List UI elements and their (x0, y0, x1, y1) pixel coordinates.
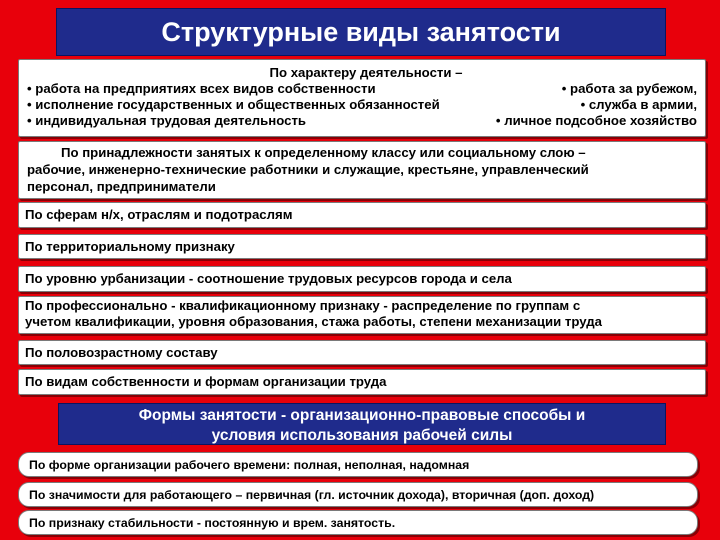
forms-banner-line: условия использования рабочей силы (211, 427, 513, 444)
activity-row (27, 97, 705, 113)
activity-row-left: • исполнение государственных и общественных обязанностей (27, 97, 440, 112)
activity-box (18, 59, 706, 137)
criterion-box: По половозрастному составу (18, 340, 706, 365)
activity-row (27, 113, 705, 129)
form-item: По признаку стабильности - постоянную и врем. занятость. (18, 510, 698, 535)
social-class-line: персонал, предприниматели (27, 179, 216, 194)
activity-row (27, 81, 705, 97)
forms-banner (58, 403, 666, 445)
criterion-box: По территориальному признаку (18, 234, 706, 259)
activity-row-right: • служба в армии, (580, 97, 697, 112)
criterion-box (18, 296, 706, 334)
activity-row-right: • работа за рубежом, (561, 81, 697, 96)
form-item: По значимости для работающего – первичная (гл. источник дохода), вторичная (доп. доход) (18, 482, 698, 507)
criterion-box: По уровню урбанизации - соотношение трудовых ресурсов города и села (18, 266, 706, 292)
activity-row-right: • личное подсобное хозяйство (495, 113, 697, 128)
form-item: По форме организации рабочего времени: полная, неполная, надомная (18, 452, 698, 477)
slide-title: Структурные виды занятости (56, 8, 666, 56)
activity-heading: По характеру деятельности – (269, 65, 463, 80)
forms-banner-line: Формы занятости - организационно-правовые способы и (138, 407, 586, 424)
activity-row-left: • индивидуальная трудовая деятельность (27, 113, 307, 128)
criterion-box: По видам собственности и формам организации труда (18, 369, 706, 395)
criterion-line: учетом квалификации, уровня образования, стажа работы, степени механизации труда (25, 314, 602, 329)
activity-row-left: • работа на предприятиях всех видов собственности (27, 81, 376, 96)
criterion-line: По профессионально - квалификационному признаку - распределение по группам с (25, 298, 581, 313)
social-class-line: рабочие, инженерно-технические работники и служащие, крестьяне, управленческий (27, 162, 589, 177)
social-class-box (18, 141, 706, 199)
social-class-line: По принадлежности занятых к определенному классу или социальному слою – (61, 145, 586, 160)
criterion-box: По сферам н/х, отраслям и подотраслям (18, 202, 706, 228)
